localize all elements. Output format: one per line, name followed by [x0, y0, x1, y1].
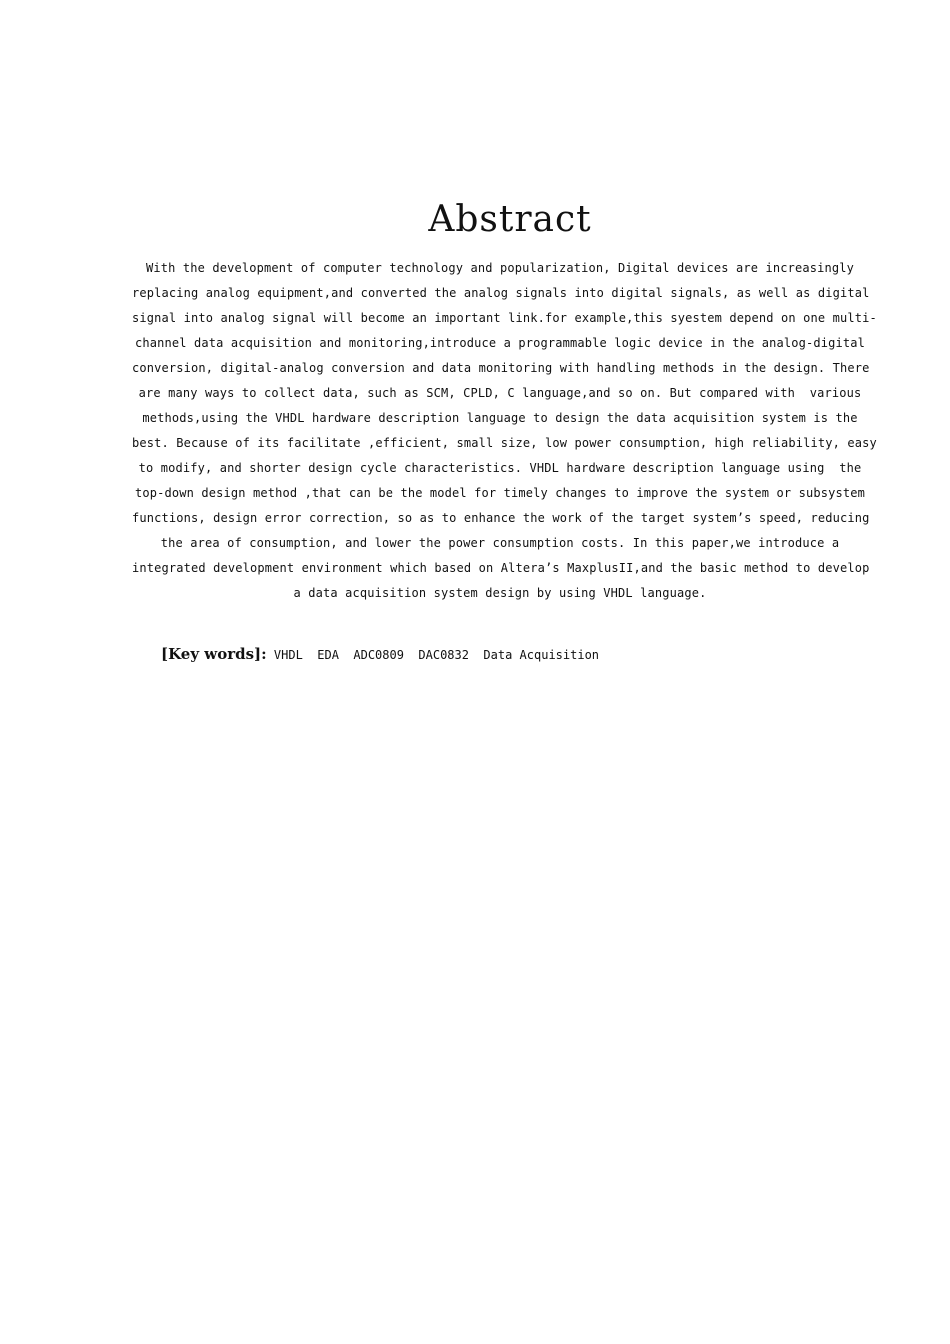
abstract-line: a data acquisition system design by using VHDL language. — [293, 586, 707, 600]
abstract-line: functions, design error correction, so as to enhance the work of the target system’s speed, reducing — [132, 511, 870, 525]
abstract-body — [132, 256, 877, 606]
abstract-line: channel data acquisition and monitoring,introduce a programmable logic device in the analog-digital — [134, 336, 866, 350]
abstract-line: to modify, and shorter design cycle characteristics. VHDL hardware description language using the — [138, 461, 862, 475]
abstract-line: signal into analog signal will become an important link.for example,this syestem depend on one multi- — [132, 311, 877, 325]
abstract-line: top-down design method ,that can be the model for timely changes to improve the system or subsystem — [134, 486, 866, 500]
abstract-line: the area of consumption, and lower the power consumption costs. In this paper,we introduce a — [160, 536, 840, 550]
keywords-label: [Key words]: — [161, 645, 267, 663]
abstract-line: best. Because of its facilitate ,efficient, small size, low power consumption, high reliability, easy — [132, 436, 877, 450]
keywords-row — [145, 618, 600, 663]
abstract-line: replacing analog equipment,and converted the analog signals into digital signals, as well as digital — [132, 286, 870, 300]
abstract-title: Abstract — [428, 199, 592, 240]
abstract-line: conversion, digital-analog conversion and data monitoring with handling methods in the design. There — [132, 361, 870, 375]
abstract-line: methods,using the VHDL hardware description language to design the data acquisition system is the — [142, 411, 858, 425]
keywords-values: VHDL EDA ADC0809 DAC0832 Data Acquisition — [266, 648, 600, 662]
abstract-line: integrated development environment which based on Altera’s MaxplusII,and the basic method to develop — [132, 561, 870, 575]
abstract-line: are many ways to collect data, such as SCM, CPLD, C language,and so on. But compared with various — [138, 386, 862, 400]
abstract-line: With the development of computer technology and popularization, Digital devices are increasingly — [146, 261, 854, 275]
